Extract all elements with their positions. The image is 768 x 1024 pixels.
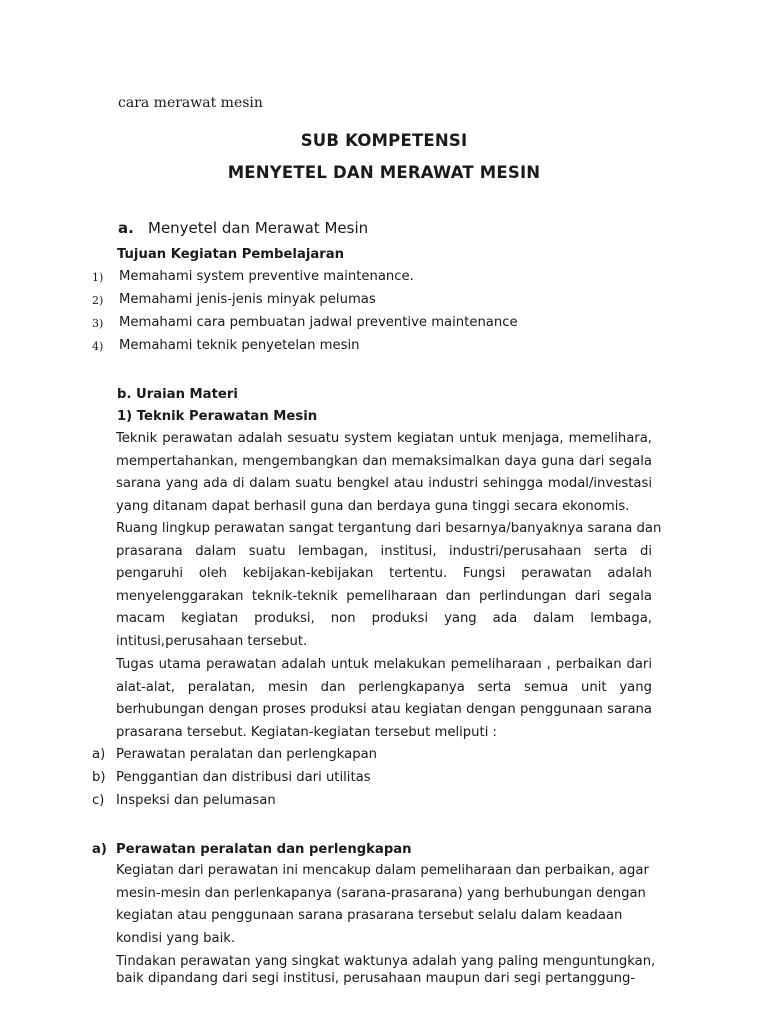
paragraph-line: yang ditanam dapat berhasil guna dan berdaya guna tinggi secara ekonomis. — [116, 498, 630, 514]
goal-number: 2) — [92, 294, 104, 307]
paragraph-line: Tugas utama perawatan adalah untuk melakukan pemeliharaan , perbaikan dari — [116, 657, 652, 672]
goal-text: Memahami jenis-jenis minyak pelumas — [119, 292, 376, 307]
section-a-title: Menyetel dan Merawat Mesin — [148, 219, 369, 237]
paragraph-line: prasarana dalam suatu lembagan, institusi, industri/perusahaan serta di — [116, 543, 652, 559]
paragraph-line: berhubungan dengan proses produksi atau kegiatan dengan penggunaan sarana — [116, 702, 652, 717]
subheading-a2-label: a) — [92, 842, 107, 857]
goals-heading: Tujuan Kegiatan Pembelajaran — [117, 247, 345, 262]
goal-text: Memahami system preventive maintenance. — [119, 269, 414, 284]
activity-item — [92, 793, 276, 808]
goal-text: Memahami teknik penyetelan mesin — [119, 338, 360, 353]
goal-number: 3) — [92, 317, 104, 330]
subsection-1-heading: 1) Teknik Perawatan Mesin — [117, 409, 318, 424]
subheading-a2-text: Perawatan peralatan dan perlengkapan — [116, 842, 412, 857]
section-a-heading — [118, 219, 368, 237]
paragraph-line: Teknik perawatan adalah sesuatu system kegiatan untuk menjaga, memelihara, — [116, 431, 652, 446]
paragraph-line: Ruang lingkup perawatan sangat tergantung dari besarnya/banyaknya sarana dan — [116, 521, 662, 536]
paragraph-line: Tindakan perawatan yang singkat waktunya adalah yang paling menguntungkan, — [116, 954, 656, 969]
activity-text: Perawatan peralatan dan perlengkapan — [116, 747, 378, 762]
goal-text: Memahami cara pembuatan jadwal preventive maintenance — [119, 315, 518, 330]
activity-label: c) — [92, 793, 105, 808]
paragraph-line: menyelenggarakan teknik-teknik pemeliharaan dan perlindungan dari segala — [116, 588, 652, 604]
paragraph-1 — [116, 428, 652, 518]
activity-text: Penggantian dan distribusi dari utilitas — [116, 770, 371, 785]
paragraph-2 — [116, 518, 662, 653]
paragraph-line: alat-alat, peralatan, mesin dan perlengkapanya serta semua unit yang — [116, 679, 652, 695]
paragraph-line: Kegiatan dari perawatan ini mencakup dalam pemeliharaan dan perbaikan, agar — [116, 863, 649, 878]
goal-number: 1) — [92, 271, 104, 284]
paragraph-line: mesin-mesin dan perlenkapanya (sarana-prasarana) yang berhubungan dengan — [116, 885, 646, 901]
paragraph-line: mempertahankan, mengembangkan dan memaksimalkan daya guna dari segala — [116, 453, 652, 469]
activity-label: a) — [92, 747, 106, 762]
paragraph-5 — [116, 953, 656, 987]
paragraph-line: macam kegiatan produksi, non produksi yang ada dalam lembaga, — [116, 611, 652, 626]
section-a-mark: a. — [118, 219, 134, 237]
activity-item — [92, 770, 371, 785]
paragraph-4 — [116, 860, 652, 950]
title-line-2: MENYETEL DAN MERAWAT MESIN — [227, 163, 541, 182]
activity-label: b) — [92, 770, 106, 785]
paragraph-line: kegiatan atau penggunaan sarana prasarana tersebut selalu dalam keadaan — [116, 908, 623, 923]
goal-number: 4) — [92, 340, 104, 353]
paragraph-line: pengaruhi oleh kebijakan-kebijakan tertentu. Fungsi perawatan adalah — [116, 566, 652, 581]
paragraph-line: prasarana tersebut. Kegiatan-kegiatan tersebut meliputi : — [116, 724, 497, 740]
title-line-1: SUB KOMPETENSI — [300, 131, 468, 150]
paragraph-line: intitusi,perusahaan tersebut. — [116, 633, 308, 649]
activity-text: Inspeksi dan pelumasan — [116, 793, 276, 808]
activity-item — [92, 747, 377, 762]
paragraph-3 — [116, 654, 652, 744]
subheading-a2 — [92, 842, 412, 857]
paragraph-line: baik dipandang dari segi institusi, perusahaan maupun dari segi pertanggung- — [116, 971, 636, 986]
header-note: cara merawat mesin — [118, 95, 263, 111]
paragraph-line: kondisi yang baik. — [116, 930, 236, 946]
paragraph-line: sarana yang ada di dalam suatu bengkel atau industri sehingga modal/investasi — [116, 476, 652, 491]
section-b-heading: b. Uraian Materi — [117, 387, 238, 402]
